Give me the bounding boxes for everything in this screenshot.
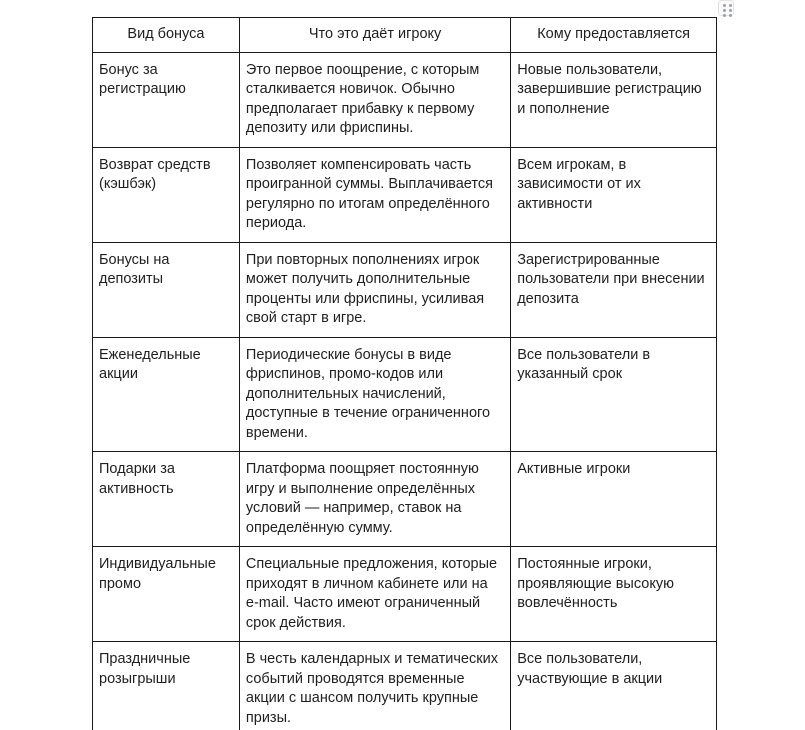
header-audience[interactable]: Кому предоставляется — [511, 18, 717, 53]
cell-bonus-type[interactable]: Бонус за регистрацию — [93, 52, 240, 147]
bonus-table — [92, 17, 717, 730]
cell-bonus-type[interactable]: Праздничные розыгрыши — [93, 642, 240, 730]
header-player-benefit[interactable]: Что это даёт игроку — [239, 18, 510, 53]
cell-bonus-type[interactable]: Еженедельные акции — [93, 337, 240, 452]
cell-benefit[interactable]: В честь календарных и тематических событий проводятся временные акции с шансом получить крупные призы. — [239, 642, 510, 730]
cell-audience[interactable]: Все пользователи в указанный срок — [511, 337, 717, 452]
cell-audience[interactable]: Постоянные игроки, проявляющие высокую вовлечённость — [511, 547, 717, 642]
cell-bonus-type[interactable]: Бонусы на депозиты — [93, 242, 240, 337]
table-header-row — [93, 18, 717, 53]
cell-benefit[interactable]: Платформа поощряет постоянную игру и выполнение определённых условий — например, ставок на определённую сумму. — [239, 452, 510, 547]
cell-benefit[interactable]: Это первое поощрение, с которым сталкивается новичок. Обычно предполагает прибавку к первому депозиту или фриспины. — [239, 52, 510, 147]
cell-benefit[interactable]: Позволяет компенсировать часть проигранной суммы. Выплачивается регулярно по итогам определённого периода. — [239, 147, 510, 242]
cell-audience[interactable]: Зарегистрированные пользователи при внесении депозита — [511, 242, 717, 337]
cell-audience[interactable]: Всем игрокам, в зависимости от их активности — [511, 147, 717, 242]
table-row — [93, 242, 717, 337]
cell-bonus-type[interactable]: Индивидуальные промо — [93, 547, 240, 642]
table-drag-handle-icon[interactable] — [718, 0, 734, 16]
drag-dot — [723, 14, 726, 17]
table-row — [93, 337, 717, 452]
cell-benefit[interactable]: Специальные предложения, которые приходят в личном кабинете или на e-mail. Часто имеют ограниченный срок действия. — [239, 547, 510, 642]
drag-dot — [723, 4, 726, 7]
cell-audience[interactable]: Новые пользователи, завершившие регистрацию и пополнение — [511, 52, 717, 147]
header-bonus-type[interactable]: Вид бонуса — [93, 18, 240, 53]
drag-dot — [729, 4, 732, 7]
cell-bonus-type[interactable]: Подарки за активность — [93, 452, 240, 547]
table-row — [93, 642, 717, 730]
cell-audience[interactable]: Активные игроки — [511, 452, 717, 547]
cell-bonus-type[interactable]: Возврат средств (кэшбэк) — [93, 147, 240, 242]
drag-dot — [723, 9, 726, 12]
table-row — [93, 452, 717, 547]
cell-benefit[interactable]: Периодические бонусы в виде фриспинов, промо-кодов или дополнительных начислений, доступные в течение ограниченного времени. — [239, 337, 510, 452]
drag-dot — [729, 9, 732, 12]
table-row — [93, 147, 717, 242]
table-row — [93, 547, 717, 642]
table-row — [93, 52, 717, 147]
cell-benefit[interactable]: При повторных пополнениях игрок может получить дополнительные проценты или фриспины, усиливая свой старт в игре. — [239, 242, 510, 337]
drag-dot — [729, 14, 732, 17]
cell-audience[interactable]: Все пользователи, участвующие в акции — [511, 642, 717, 730]
